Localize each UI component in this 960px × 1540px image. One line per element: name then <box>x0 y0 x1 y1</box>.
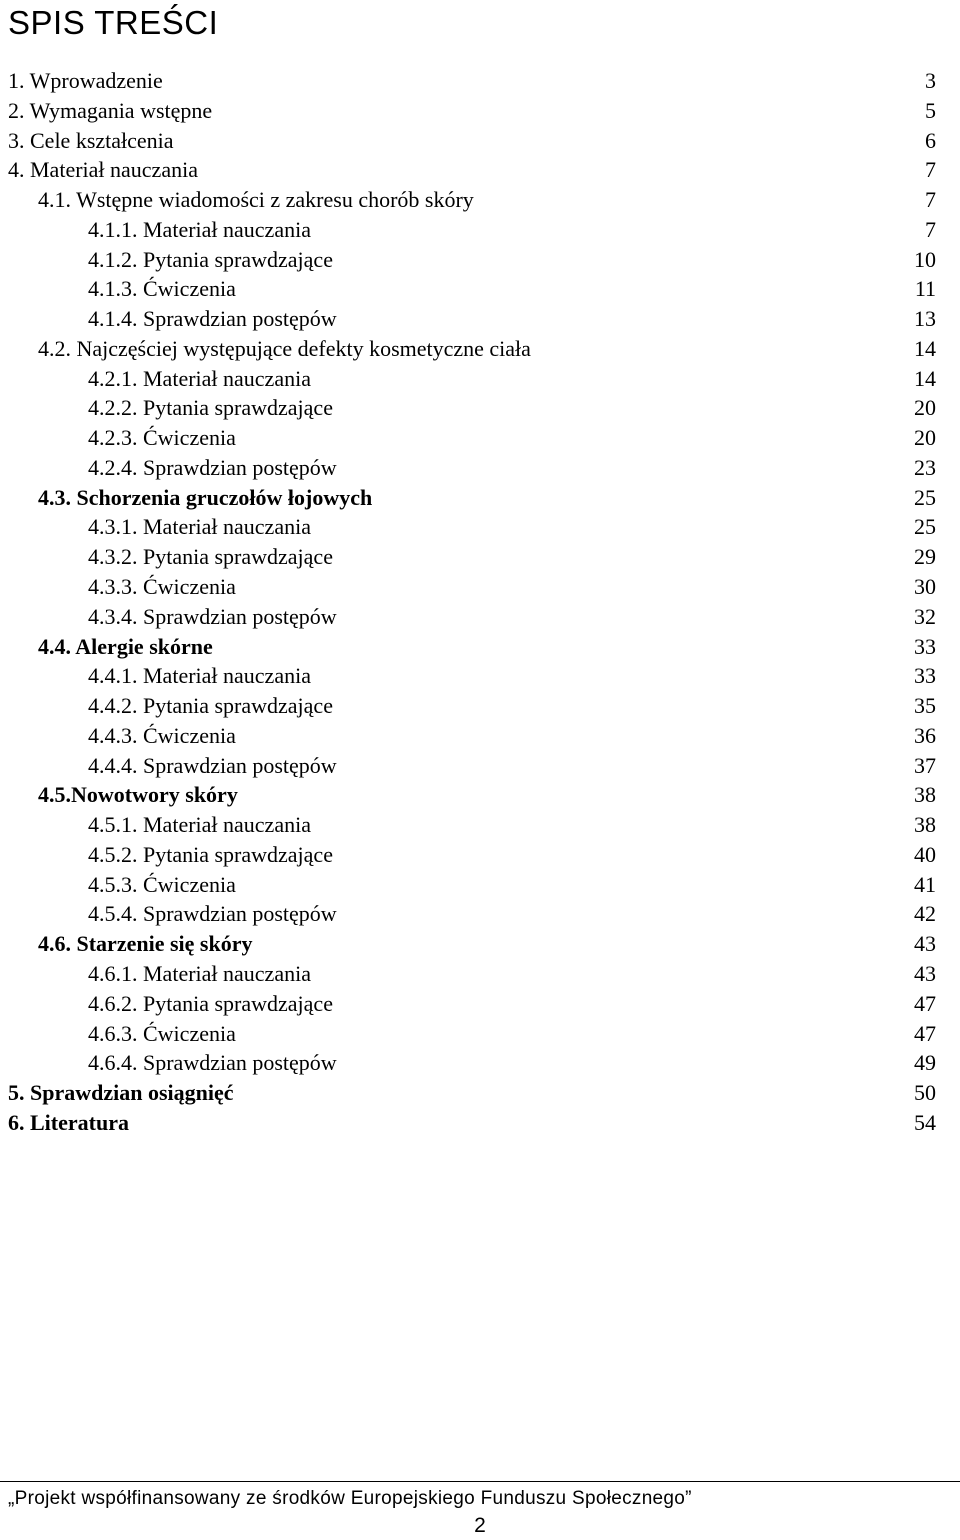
toc-entry-label: 4.3.1. Materiał nauczania <box>88 514 311 540</box>
toc-entry-label: 6. Literatura <box>8 1109 129 1135</box>
toc-entry-page-number: 14 <box>914 365 936 391</box>
toc-entry-page-number: 33 <box>914 663 936 689</box>
toc-entry-page-number: 6 <box>925 127 936 153</box>
toc-entry-page-number: 29 <box>914 544 936 570</box>
toc-entry-label: 4.3.4. Sprawdzian postępów <box>88 603 337 629</box>
toc-entry[interactable] <box>0 632 960 662</box>
toc-entry[interactable] <box>0 780 960 810</box>
toc-entry[interactable] <box>0 929 960 959</box>
table-of-contents <box>0 66 960 1138</box>
toc-entry-page-number: 3 <box>925 68 936 93</box>
toc-entry-label: 4.5.3. Ćwiczenia <box>88 871 236 897</box>
toc-entry-label: 4.1.1. Materiał nauczania <box>88 216 311 242</box>
footer-divider <box>0 1481 960 1482</box>
toc-entry-page-number: 20 <box>914 395 936 421</box>
toc-entry[interactable] <box>0 334 960 364</box>
toc-entry-page-number: 25 <box>914 514 936 540</box>
toc-entry-page-number: 25 <box>914 484 936 510</box>
toc-entry-page-number: 47 <box>914 1020 936 1046</box>
toc-entry[interactable] <box>0 66 960 96</box>
toc-entry-page-number: 50 <box>914 1080 936 1106</box>
toc-entry[interactable] <box>0 721 960 751</box>
toc-entry-label: 4.3.3. Ćwiczenia <box>88 574 236 600</box>
toc-entry-label: 4.6.1. Materiał nauczania <box>88 960 311 986</box>
page-number: 2 <box>474 1514 486 1537</box>
toc-entry-page-number: 40 <box>914 841 936 867</box>
toc-entry-page-number: 10 <box>914 246 936 272</box>
toc-entry-label: 4.3. Schorzenia gruczołów łojowych <box>38 484 373 510</box>
toc-entry[interactable] <box>0 215 960 245</box>
toc-entry-page-number: 7 <box>925 157 936 183</box>
toc-entry-label: 4.6.4. Sprawdzian postępów <box>88 1050 337 1076</box>
toc-entry[interactable] <box>0 393 960 423</box>
toc-entry[interactable] <box>0 96 960 126</box>
toc-entry-page-number: 38 <box>914 782 936 808</box>
toc-entry[interactable] <box>0 661 960 691</box>
toc-entry[interactable] <box>0 899 960 929</box>
toc-entry[interactable] <box>0 810 960 840</box>
toc-entry[interactable] <box>0 572 960 602</box>
toc-entry-page-number: 38 <box>914 812 936 838</box>
toc-entry[interactable] <box>0 453 960 483</box>
toc-entry[interactable] <box>0 364 960 394</box>
toc-entry-label: 4.3.2. Pytania sprawdzające <box>88 544 333 570</box>
toc-entry[interactable] <box>0 989 960 1019</box>
toc-entry-page-number: 14 <box>914 335 936 361</box>
page-title: SPIS TREŚCI <box>8 4 219 41</box>
toc-entry-label: 4.1.3. Ćwiczenia <box>88 276 236 302</box>
toc-entry-label: 4.5.4. Sprawdzian postępów <box>88 901 337 927</box>
toc-entry[interactable] <box>0 542 960 572</box>
toc-entry-label: 4.6.3. Ćwiczenia <box>88 1020 236 1046</box>
toc-entry-label: 4.2.3. Ćwiczenia <box>88 425 236 451</box>
toc-entry-page-number: 43 <box>914 931 936 957</box>
toc-entry[interactable] <box>0 512 960 542</box>
toc-entry-label: 4.4. Alergie skórne <box>38 633 213 659</box>
toc-entry-label: 2. Wymagania wstępne <box>8 97 213 123</box>
toc-entry[interactable] <box>0 1019 960 1049</box>
toc-entry[interactable] <box>0 870 960 900</box>
toc-entry[interactable] <box>0 691 960 721</box>
toc-entry-page-number: 43 <box>914 960 936 986</box>
toc-entry-label: 5. Sprawdzian osiągnięć <box>8 1080 234 1106</box>
toc-entry-page-number: 11 <box>914 276 936 302</box>
toc-entry[interactable] <box>0 751 960 781</box>
toc-entry-label: 4.2. Najczęściej występujące defekty kosmetyczne ciała <box>38 335 531 361</box>
toc-entry-page-number: 33 <box>914 633 936 659</box>
toc-entry-page-number: 42 <box>914 901 936 927</box>
toc-entry-label: 4.1.2. Pytania sprawdzające <box>88 246 333 272</box>
toc-entry-label: 4.6.2. Pytania sprawdzające <box>88 990 333 1016</box>
toc-entry-label: 4.4.1. Materiał nauczania <box>88 663 311 689</box>
footer-funding-note: „Projekt współfinansowany ze środków Europejskiego Funduszu Społecznego” <box>8 1488 692 1509</box>
toc-entry-page-number: 54 <box>914 1109 936 1135</box>
toc-entry[interactable] <box>0 483 960 513</box>
toc-entry[interactable] <box>0 185 960 215</box>
toc-entry-label: 4.5.Nowotwory skóry <box>38 782 238 808</box>
toc-entry-page-number: 30 <box>914 574 936 600</box>
toc-entry-label: 4.2.4. Sprawdzian postępów <box>88 454 337 480</box>
toc-entry-page-number: 49 <box>914 1050 936 1076</box>
toc-entry-label: 4.4.2. Pytania sprawdzające <box>88 693 333 719</box>
toc-entry-page-number: 13 <box>914 306 936 332</box>
toc-entry-page-number: 5 <box>925 97 936 123</box>
toc-entry-page-number: 47 <box>914 990 936 1016</box>
toc-entry[interactable] <box>0 304 960 334</box>
toc-entry-label: 1. Wprowadzenie <box>8 68 163 93</box>
toc-entry[interactable] <box>0 959 960 989</box>
toc-entry-label: 4.5.1. Materiał nauczania <box>88 812 311 838</box>
toc-entry-label: 4.6. Starzenie się skóry <box>38 931 253 957</box>
toc-entry-page-number: 36 <box>914 722 936 748</box>
toc-entry-label: 3. Cele kształcenia <box>8 127 174 153</box>
toc-entry[interactable] <box>0 423 960 453</box>
toc-entry[interactable] <box>0 602 960 632</box>
toc-entry-label: 4. Materiał nauczania <box>8 157 198 183</box>
toc-entry-page-number: 20 <box>914 425 936 451</box>
toc-entry-page-number: 23 <box>914 454 936 480</box>
toc-entry-label: 4.1.4. Sprawdzian postępów <box>88 306 337 332</box>
toc-entry[interactable] <box>0 126 960 156</box>
toc-entry-page-number: 32 <box>914 603 936 629</box>
toc-entry-label: 4.5.2. Pytania sprawdzające <box>88 841 333 867</box>
toc-entry-label: 4.2.1. Materiał nauczania <box>88 365 311 391</box>
toc-entry-label: 4.4.4. Sprawdzian postępów <box>88 752 337 778</box>
toc-entry[interactable] <box>0 1108 960 1138</box>
toc-entry[interactable] <box>0 274 960 304</box>
toc-entry[interactable] <box>0 155 960 185</box>
toc-entry-page-number: 37 <box>914 752 936 778</box>
toc-entry-page-number: 35 <box>914 693 936 719</box>
toc-entry-label: 4.2.2. Pytania sprawdzające <box>88 395 333 421</box>
toc-entry[interactable] <box>0 1078 960 1108</box>
toc-entry-label: 4.1. Wstępne wiadomości z zakresu chorób skóry <box>38 187 474 213</box>
toc-entry-page-number: 7 <box>925 216 936 242</box>
toc-entry-page-number: 7 <box>925 187 936 213</box>
toc-entry[interactable] <box>0 245 960 275</box>
toc-entry-page-number: 41 <box>914 871 936 897</box>
toc-entry[interactable] <box>0 840 960 870</box>
toc-entry-label: 4.4.3. Ćwiczenia <box>88 722 236 748</box>
toc-entry[interactable] <box>0 1048 960 1078</box>
